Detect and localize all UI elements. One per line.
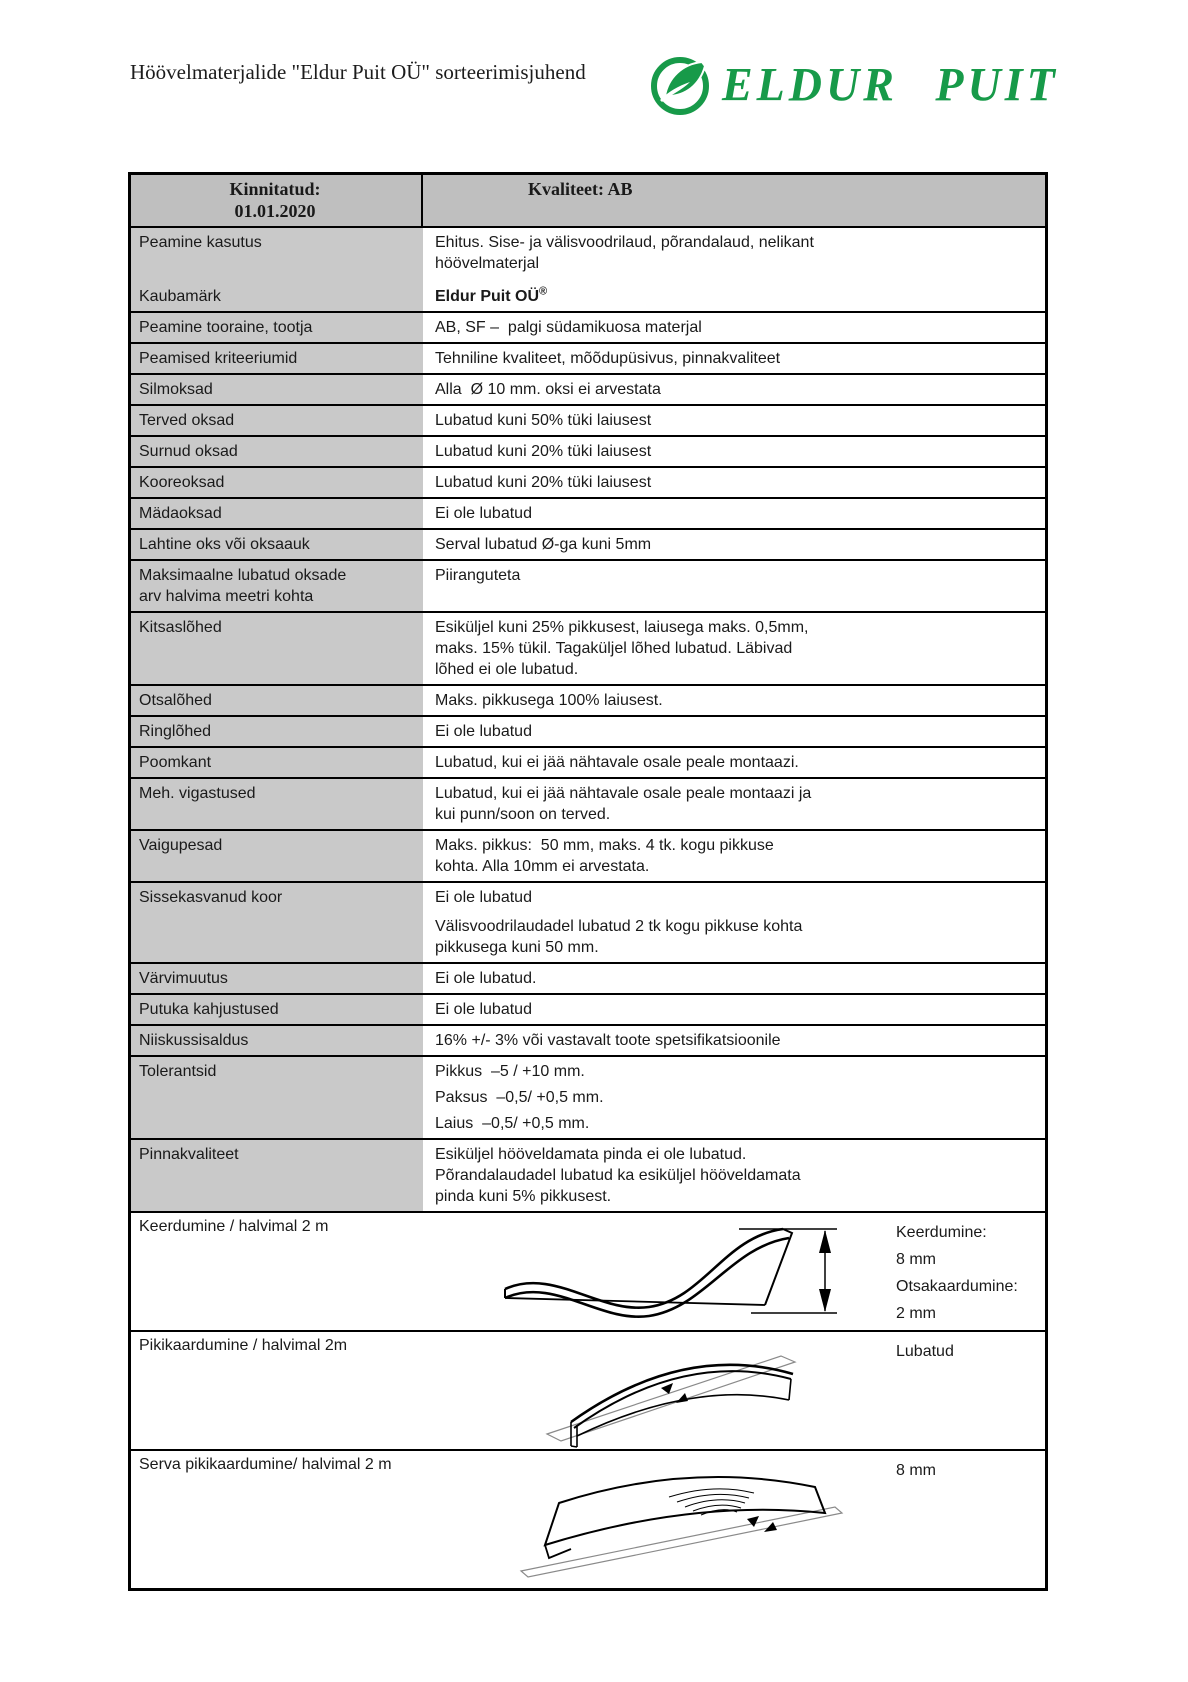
table-row	[131, 404, 1045, 435]
table-row	[131, 497, 1045, 528]
table-row	[131, 746, 1045, 777]
table-row	[131, 993, 1045, 1024]
table-row	[131, 342, 1045, 373]
table-row	[131, 226, 1045, 311]
row-label: Mädaoksad	[131, 499, 423, 528]
row-value: Pikkus –5 / +10 mm.	[435, 1063, 585, 1080]
row-label: Keerdumine / halvimal 2 m	[139, 1218, 329, 1235]
table-row	[131, 881, 1045, 962]
quality-header-cell: Kvaliteet: AB	[423, 175, 1045, 226]
row-value: Ei ole lubatud	[423, 499, 1045, 528]
row-label: Pinnakvaliteet	[131, 1140, 423, 1211]
spring-diagram	[519, 1459, 851, 1585]
table-row	[131, 777, 1045, 829]
quality-spec-table	[128, 172, 1048, 1591]
row-value: Alla Ø 10 mm. oksi ei arvestata	[423, 375, 1045, 404]
table-row	[131, 829, 1045, 881]
table-row	[131, 559, 1045, 611]
row-value: Ehitus. Sise- ja välisvoodrilaud, põrandalaud, nelikant höövelmaterjal	[435, 234, 814, 272]
row-value: Tehniline kvaliteet, mõõdupüsivus, pinnakvaliteet	[423, 344, 1045, 373]
twist-diagram	[499, 1219, 844, 1325]
row-label: Vaigupesad	[131, 831, 423, 881]
row-label: Surnud oksad	[131, 437, 423, 466]
row-label: Meh. vigastused	[131, 779, 423, 829]
row-value: Ei ole lubatud	[423, 717, 1045, 746]
row-value: Piiranguteta	[423, 561, 1045, 611]
approved-label: Kinnitatud:	[229, 179, 321, 199]
company-logo	[648, 50, 1059, 118]
row-label: Kooreoksad	[131, 468, 423, 497]
row-value: 16% +/- 3% või vastavalt toote spetsifikatsioonile	[423, 1026, 1045, 1055]
table-row-twist	[131, 1211, 1045, 1330]
twist-values: Keerdumine: 8 mm Otsakaardumine: 2 mm	[896, 1224, 1018, 1322]
row-label: Putuka kahjustused	[131, 995, 423, 1024]
row-value-secondary: Paksus –0,5/ +0,5 mm.	[435, 1089, 604, 1106]
approved-date: 01.01.2020	[234, 201, 316, 221]
row-value: Lubatud kuni 50% tüki laiusest	[423, 406, 1045, 435]
table-row	[131, 373, 1045, 404]
table-row-spring	[131, 1449, 1045, 1588]
registered-mark: ®	[539, 285, 548, 298]
table-row	[131, 611, 1045, 684]
row-value-secondary: Välisvoodrilaudadel lubatud 2 tk kogu pikkuse kohta pikkusega kuni 50 mm.	[435, 918, 803, 956]
row-label: Silmoksad	[131, 375, 423, 404]
table-row	[131, 311, 1045, 342]
row-value: Ei ole lubatud.	[423, 964, 1045, 993]
approved-header-cell	[131, 175, 423, 226]
row-label: Värvimuutus	[131, 964, 423, 993]
row-value: Ei ole lubatud	[423, 995, 1045, 1024]
table-row	[131, 528, 1045, 559]
row-label: Poomkant	[131, 748, 423, 777]
spring-value: 8 mm	[896, 1462, 936, 1479]
row-value: Maks. pikkus: 50 mm, maks. 4 tk. kogu pikkuse kohta. Alla 10mm ei arvestata.	[423, 831, 1045, 881]
row-label-secondary: Kaubamärk	[139, 288, 221, 305]
row-label: Terved oksad	[131, 406, 423, 435]
row-value: Esiküljel kuni 25% pikkusest, laiusega maks. 0,5mm, maks. 15% tükil. Tagaküljel lõhed lubatud. Läbivad lõhed ei ole lubatud.	[423, 613, 1045, 684]
brand-name: Eldur Puit OÜ®	[435, 285, 548, 305]
row-value: Lubatud kuni 20% tüki laiusest	[423, 468, 1045, 497]
table-row	[131, 1024, 1045, 1055]
row-label: Peamine tooraine, tootja	[131, 313, 423, 342]
logo-text: ELDUR PUIT	[722, 57, 1059, 111]
row-value: Lubatud kuni 20% tüki laiusest	[423, 437, 1045, 466]
row-label: Otsalõhed	[131, 686, 423, 715]
row-label: Maksimaalne lubatud oksade arv halvima meetri kohta	[131, 561, 423, 611]
row-label: Peamine kasutus	[139, 234, 262, 251]
row-label: Serva pikikaardumine/ halvimal 2 m	[139, 1456, 392, 1473]
row-value: Esiküljel hööveldamata pinda ei ole lubatud. Põrandalaudadel lubatud ka esiküljel hööveldamata pinda kuni 5% pikkusest.	[423, 1140, 1045, 1211]
row-label: Tolerantsid	[131, 1057, 423, 1138]
table-row	[131, 435, 1045, 466]
logo-leaf-icon	[648, 50, 714, 118]
table-row	[131, 1055, 1045, 1138]
row-label: Pikikaardumine / halvimal 2m	[139, 1337, 348, 1354]
table-row	[131, 466, 1045, 497]
table-header-row	[131, 175, 1045, 226]
row-label: Niiskussisaldus	[131, 1026, 423, 1055]
row-label: Kitsaslõhed	[131, 613, 423, 684]
table-row	[131, 684, 1045, 715]
table-row-bow	[131, 1330, 1045, 1449]
table-row	[131, 715, 1045, 746]
row-value-tertiary: Laius –0,5/ +0,5 mm.	[435, 1115, 590, 1132]
row-value: Maks. pikkusega 100% laiusest.	[423, 686, 1045, 715]
row-label: Sissekasvanud koor	[131, 883, 423, 962]
row-label: Peamised kriteeriumid	[131, 344, 423, 373]
bow-diagram	[543, 1336, 815, 1448]
row-value: Lubatud, kui ei jää nähtavale osale peale montaazi.	[423, 748, 1045, 777]
row-value: Ei ole lubatud	[435, 889, 532, 906]
row-value: AB, SF – palgi südamikuosa materjal	[423, 313, 1045, 342]
document-title: Höövelmaterjalide "Eldur Puit OÜ" sorteerimisjuhend	[130, 60, 586, 84]
row-label: Ringlõhed	[131, 717, 423, 746]
table-row	[131, 1138, 1045, 1211]
row-value: Lubatud, kui ei jää nähtavale osale peale montaazi ja kui punn/soon on terved.	[423, 779, 1045, 829]
row-value: Serval lubatud Ø-ga kuni 5mm	[423, 530, 1045, 559]
table-row	[131, 962, 1045, 993]
row-label: Lahtine oks või oksaauk	[131, 530, 423, 559]
bow-value: Lubatud	[896, 1343, 954, 1360]
